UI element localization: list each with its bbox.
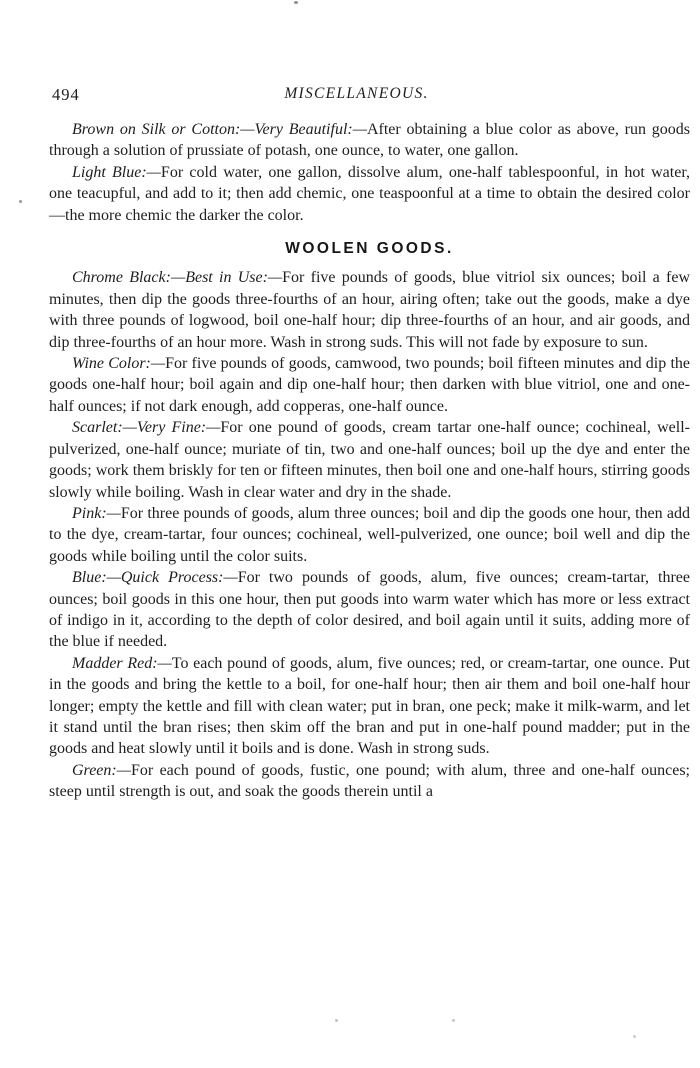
paragraph-lead: Wine Color:—: [72, 355, 166, 373]
paragraph-lead: Pink:—: [72, 504, 121, 522]
paragraph-text: After obtaining a blue color as above, run goods through a solution of prussiate of potash, one ounce, to water, one gallon.: [49, 121, 690, 160]
paragraph-text: For five pounds of goods, blue vitriol six ounces; boil a few minutes, then dip the goods three-fourths of an hour, airing often; take out the goods, make a dye with three pounds of logwood, boil one-half hour; dip three-fourths of an hour, and air goods, and dip three-fourths of an hour more. Wash in strong suds. This will not fade by exposure to sun.: [49, 269, 691, 351]
scan-speck: [633, 1035, 636, 1038]
paragraph-lead: Blue:—Quick Process:—: [72, 569, 238, 587]
page-number: 494: [52, 85, 80, 104]
paragraph-text: To each pound of goods, alum, five ounces; red, or cream-tartar, one ounce. Put in the goods and bring the kettle to a boil, for one-half hour; then air them and boil one-half hour longer; empty the kettle and fill with clean water; put in bran, one peck; make it milk-warm, and let it stand until the bran rises; then skim off the bran and put in one-half pound madder; put in the goods and heat slowly until it boils and is done. Wash in strong suds.: [49, 654, 690, 758]
paragraph-lead: Green:—: [72, 761, 131, 779]
paragraph-lead: Brown on Silk or Cotton:—Very Beautiful:—: [72, 121, 367, 138]
scan-speck: [335, 1019, 338, 1022]
paragraph-text: For each pound of goods, fustic, one pound; with alum, three and one-half ounces; steep until strength is out, and soak the goods therein until a: [49, 761, 690, 801]
paragraph-lead: Scarlet:—Very Fine:—: [72, 419, 221, 437]
paragraph-text: For two pounds of goods, alum, five ounces; cream-tartar, three ounces; boil goods in this one hour, then put goods into warm water which has more or less extract of indigo in it, according to the depth of color desired, and boil again until it suits, adding more of the blue if needed.: [49, 569, 690, 651]
scan-speck: [452, 1019, 455, 1022]
paragraph-pink: [49, 503, 690, 567]
paragraph-blue-quick-process: [49, 567, 690, 653]
paragraph-text: For one pound of goods, cream tartar one-half ounce; cochineal, well-pulverized, one-half ounce; muriate of tin, two and one-half ounces; boil up the dye and enter the goods; work them briskly for ten or fifteen minutes, then boil one and one-half hours, stirring goods slowly while boiling. Wash in clear water and dry in the shade.: [49, 419, 690, 501]
scan-speck: [19, 200, 22, 203]
paragraph-light-blue: [49, 162, 690, 226]
paragraph-lead: Madder Red:—: [72, 654, 172, 672]
paragraph-scarlet: [49, 417, 690, 503]
paragraph-brown-on-silk-or-cotton: [49, 119, 690, 162]
section-heading-woolen-goods: WOOLEN GOODS.: [285, 240, 454, 258]
paragraph-madder-red: [49, 653, 690, 760]
paragraph-green: [49, 760, 690, 803]
page-header: [49, 85, 690, 105]
paragraph-text: For five pounds of goods, camwood, two pounds; boil fifteen minutes and dip the goods one-half hour; boil again and dip one-half hour; then darken with blue vitriol, one and one-half ounces; if not dark enough, add copperas, one-half ounce.: [49, 355, 691, 415]
running-head: MISCELLANEOUS.: [284, 85, 429, 102]
paragraph-wine-color: [49, 353, 690, 417]
paragraph-text: For cold water, one gallon, dissolve alum, one-half tablespoonful, in hot water, one teacupful, and add to it; then add chemic, one teaspoonful at a time to obtain the desired color—the more chemic the darker the color.: [49, 163, 691, 224]
paragraph-lead: Light Blue:—: [72, 163, 161, 181]
paragraph-text: For three pounds of goods, alum three ounces; boil and dip the goods one hour, then add to the dye, cream-tartar, four ounces; cochineal, well-pulverized, one ounce; boil well and dip the goods while boiling until the color suits.: [49, 504, 690, 565]
text-block: [49, 119, 690, 803]
paragraph-lead: Chrome Black:—Best in Use:—: [72, 269, 283, 287]
paragraph-chrome-black: [49, 267, 690, 353]
scan-speck: [294, 1, 298, 4]
